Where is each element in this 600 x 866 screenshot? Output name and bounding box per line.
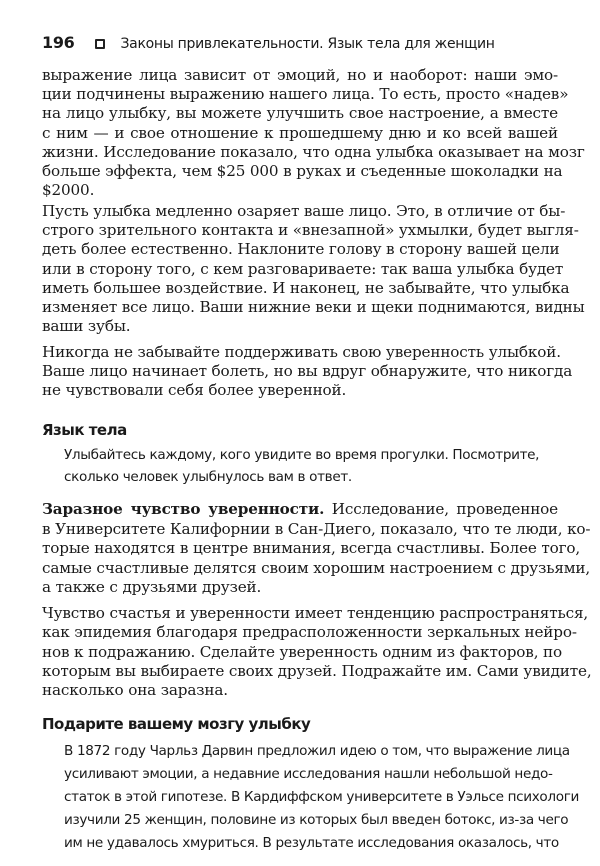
paragraph-line xyxy=(42,499,558,519)
sidebar-line: сколько человек улыбнулось вам в ответ. xyxy=(64,469,352,485)
paragraph-line: а также с друзьями друзей. xyxy=(42,578,262,596)
paragraph-line: насколько она заразна. xyxy=(42,681,228,700)
paragraph-line: иметь большее воздействие. И наконец, не забывайте, что улыбка xyxy=(42,278,570,297)
paragraph-line: или в сторону того, с кем разговариваете: так ваша улыбка будет xyxy=(42,259,564,278)
paragraph-line: в Университете Калифорнии в Сан-Диего, показало, что те люди, ко- xyxy=(42,519,591,538)
paragraph-line: строго зрительного контакта и «внезапной» ухмылки, будет выгля- xyxy=(42,221,579,240)
paragraph-line: торые находятся в центре внимания, всегда счастливы. Более того, xyxy=(42,539,581,557)
paragraph-line: как эпидемия благодаря предрасположенности зеркальных нейро- xyxy=(42,623,577,642)
paragraph-line: выражение лица зависит от эмоций, но и наоборот: наши эмо- xyxy=(42,66,558,84)
paragraph-line: самые счастливые делятся своим хорошим настроением с друзьями, xyxy=(42,558,591,577)
sidebar-heading: Язык тела xyxy=(42,421,127,439)
paragraph-line: с ним — и свое отношение к прошедшему дню и ко всей вашей xyxy=(42,123,558,142)
paragraph-line: Никогда не забывайте поддерживать свою уверенность улыбкой. xyxy=(42,343,561,361)
paragraph-line: Чувство счастья и уверенности имеет тенденцию распространяться, xyxy=(42,604,589,622)
paragraph-line: ваши зубы. xyxy=(42,317,131,336)
sidebar-line: им не удавалось хмуриться. В результате исследования оказалось, что xyxy=(64,835,559,851)
sidebar-line: усиливают эмоции, а недавние исследования нашли небольшой недо- xyxy=(64,766,553,782)
paragraph-text: Исследование, проведенное xyxy=(324,500,558,518)
running-header xyxy=(42,33,495,54)
paragraph-line: жизни. Исследование показало, что одна улыбка оказывает на мозг xyxy=(42,142,585,161)
paragraph-line: ции подчинены выражению нашего лица. То есть, просто «надев» xyxy=(42,85,569,104)
paragraph-line: на лицо улыбку, вы можете улучшить свое настроение, а вместе xyxy=(42,104,558,123)
paragraph-line: изменяет все лицо. Ваши нижние веки и щеки поднимаются, видны xyxy=(42,298,585,316)
paragraph-line: больше эффекта, чем $25 000 в руках и съеденные шоколадки на xyxy=(42,162,563,180)
paragraph-line: деть более естественно. Наклоните голову в сторону вашей цели xyxy=(42,240,560,259)
square-bullet-icon xyxy=(95,39,105,49)
sidebar-line: Улыбайтесь каждому, кого увидите во время прогулки. Посмотрите, xyxy=(64,447,540,463)
run-in-heading: Заразное чувство уверенности. xyxy=(42,500,325,518)
paragraph-line: $2000. xyxy=(42,181,95,200)
paragraph-line: нов к подражанию. Сделайте уверенность одним из факторов, по xyxy=(42,642,563,661)
page-number: 196 xyxy=(42,33,75,52)
sidebar-line: статок в этой гипотезе. В Кардиффском университете в Уэльсе психологи xyxy=(64,789,579,805)
paragraph-line: Пусть улыбка медленно озаряет ваше лицо. Это, в отличие от бы- xyxy=(42,202,566,220)
sidebar-heading: Подарите вашему мозгу улыбку xyxy=(42,715,311,733)
sidebar-line: В 1872 году Чарльз Дарвин предложил идею о том, что выражение лица xyxy=(64,743,570,759)
running-title: Законы привлекательности. Язык тела для женщин xyxy=(120,36,495,52)
paragraph-line: не чувствовали себя более уверенной. xyxy=(42,381,347,400)
sidebar-line: изучили 25 женщин, половине из которых был введен ботокс, из-за чего xyxy=(64,812,569,828)
paragraph-line: Ваше лицо начинает болеть, но вы вдруг обнаружите, что никогда xyxy=(42,362,573,381)
paragraph-line: которым вы выбираете своих друзей. Подражайте им. Сами увидите, xyxy=(42,661,592,680)
